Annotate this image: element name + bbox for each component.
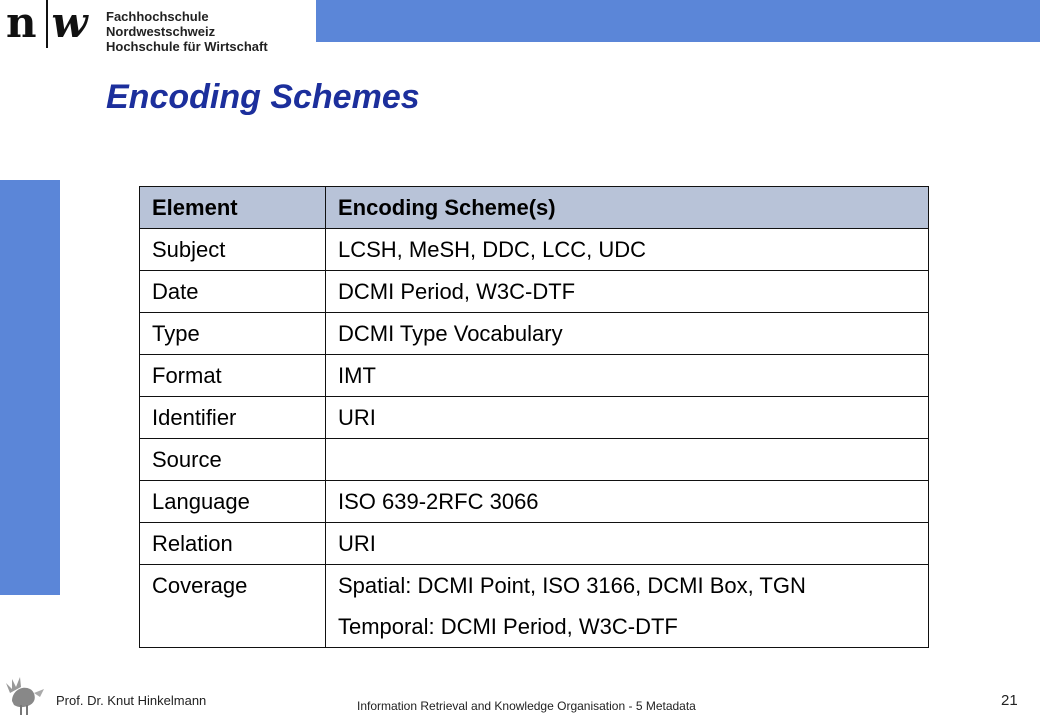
logo-mark-w: w xyxy=(51,0,87,47)
header-element: Element xyxy=(140,187,326,229)
side-accent-bar xyxy=(0,180,60,595)
scheme-line: URI xyxy=(338,405,376,430)
scheme-line: Spatial: DCMI Point, ISO 3166, DCMI Box, TGN xyxy=(338,573,806,598)
logo-mark-n: n xyxy=(6,0,36,47)
page-number: 21 xyxy=(1001,692,1018,709)
encoding-schemes-table xyxy=(139,186,929,648)
cell-element: Type xyxy=(140,313,326,355)
page-title: Encoding Schemes xyxy=(106,78,420,116)
table-header-row xyxy=(140,187,929,229)
cell-encoding-schemes xyxy=(326,397,929,439)
cell-encoding-schemes xyxy=(326,271,929,313)
table-row xyxy=(140,523,929,565)
scheme-line: DCMI Type Vocabulary xyxy=(338,321,563,346)
table-row xyxy=(140,481,929,523)
scheme-line: LCSH, MeSH, DDC, LCC, UDC xyxy=(338,237,647,262)
institution-name xyxy=(106,9,316,54)
top-accent-bar xyxy=(316,0,1040,42)
cell-encoding-schemes xyxy=(326,439,929,481)
institution-line-2: Hochschule für Wirtschaft xyxy=(106,39,268,54)
rooster-icon xyxy=(4,671,50,717)
cell-element: Identifier xyxy=(140,397,326,439)
scheme-line: URI xyxy=(338,531,376,556)
cell-element: Date xyxy=(140,271,326,313)
cell-element: Language xyxy=(140,481,326,523)
cell-element: Source xyxy=(140,439,326,481)
scheme-line: IMT xyxy=(338,363,376,388)
table-row xyxy=(140,271,929,313)
cell-encoding-schemes xyxy=(326,229,929,271)
scheme-line: DCMI Period, W3C-DTF xyxy=(338,279,576,304)
scheme-line: ISO 639-2RFC 3066 xyxy=(338,489,539,514)
header-encoding-schemes: Encoding Scheme(s) xyxy=(326,187,929,229)
cell-encoding-schemes xyxy=(326,355,929,397)
table-row xyxy=(140,355,929,397)
table-row xyxy=(140,565,929,648)
cell-encoding-schemes xyxy=(326,313,929,355)
footer-author: Prof. Dr. Knut Hinkelmann xyxy=(56,693,207,708)
footer-course: Information Retrieval and Knowledge Organisation - 5 Metadata xyxy=(357,699,696,713)
table-row xyxy=(140,439,929,481)
cell-element: Subject xyxy=(140,229,326,271)
logo-divider xyxy=(46,0,48,48)
cell-element: Relation xyxy=(140,523,326,565)
cell-element: Coverage xyxy=(140,565,326,648)
cell-element: Format xyxy=(140,355,326,397)
cell-encoding-schemes xyxy=(326,481,929,523)
table-body xyxy=(140,229,929,648)
cell-encoding-schemes xyxy=(326,565,929,648)
table-row xyxy=(140,313,929,355)
institution-line-1: Fachhochschule Nordwestschweiz xyxy=(106,9,216,39)
cell-encoding-schemes xyxy=(326,523,929,565)
table-row xyxy=(140,397,929,439)
table-row xyxy=(140,229,929,271)
scheme-line: Temporal: DCMI Period, W3C-DTF xyxy=(338,614,678,639)
